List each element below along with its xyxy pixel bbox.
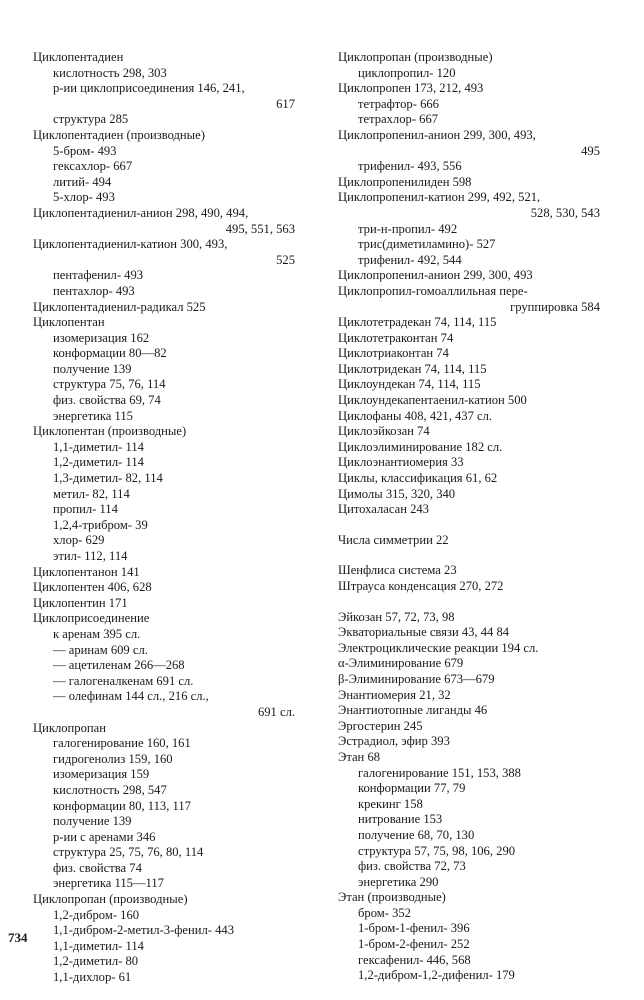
- index-entry: Энантиотопные лиганды 46: [338, 703, 488, 718]
- index-subentry: — ацетиленам 266—268: [53, 658, 185, 673]
- index-entry: Циклопентадиенил-анион 298, 490, 494,: [33, 205, 249, 220]
- index-entry: Циклоприсоединение: [33, 611, 150, 626]
- index-subentry: галогенирование 160, 161: [53, 736, 191, 751]
- index-entry: Циклопропан (производные): [33, 892, 188, 907]
- index-subentry: — олефинам 144 сл., 216 сл.,: [53, 689, 209, 704]
- index-entry: Циклоундекан 74, 114, 115: [338, 377, 481, 392]
- index-entry: Эргостерин 245: [338, 718, 423, 733]
- index-subentry: хлор- 629: [53, 533, 105, 548]
- index-entry: α-Элиминирование 679: [338, 656, 464, 671]
- index-entry: Циклопропан: [33, 720, 106, 735]
- index-subentry: физ. свойства 74: [53, 860, 142, 875]
- index-subentry: кислотность 298, 303: [53, 65, 167, 80]
- index-subentry: — галогеналкенам 691 сл.: [53, 673, 194, 688]
- index-subentry: 1,2-диметил- 80: [53, 954, 139, 969]
- index-entry: Циклоэнантиомерия 33: [338, 455, 464, 470]
- index-subentry: структура 57, 75, 98, 106, 290: [358, 843, 516, 858]
- index-subentry: гидрогенолиз 159, 160: [53, 751, 173, 766]
- index-entry: Эйкозан 57, 72, 73, 98: [338, 609, 455, 624]
- index-entry: Штрауса конденсация 270, 272: [338, 579, 504, 593]
- index-entry: Циклопентен 406, 628: [33, 580, 152, 595]
- section-gap: [338, 518, 600, 533]
- index-subentry: конформации 80, 113, 117: [53, 798, 191, 813]
- index-subentry: пропил- 114: [53, 502, 118, 517]
- index-subentry: изомеризация 159: [53, 767, 150, 782]
- index-subentry: р-ии циклоприсоединения 146, 241,: [53, 81, 245, 96]
- index-subentry: литий- 494: [53, 174, 112, 189]
- index-entry: β-Элиминирование 673—679: [338, 671, 495, 686]
- index-subentry: структура 75, 76, 114: [53, 377, 166, 392]
- index-entry: Циклы, классификация 61, 62: [338, 471, 498, 486]
- index-entry: Числа симметрии 22: [338, 532, 449, 547]
- index-entry: Циклопропенилиден 598: [338, 174, 472, 189]
- index-entry: Циклопропил-гомоаллильная пере-: [338, 283, 528, 298]
- index-entry: Циклофаны 408, 421, 437 сл.: [338, 408, 493, 423]
- index-subentry: пентафенил- 493: [53, 268, 144, 283]
- index-subentry: нитрование 153: [358, 812, 443, 827]
- index-subentry: 1,1-дибром-2-метил-3-фенил- 443: [53, 923, 235, 938]
- index-entry-continuation: 528, 530, 543: [530, 205, 600, 220]
- index-subentry: 1,2-дибром- 160: [53, 907, 140, 922]
- index-entry: Экваториальные связи 43, 44 84: [338, 625, 510, 640]
- index-subentry: гексафенил- 446, 568: [358, 952, 471, 967]
- index-entry: Цимолы 315, 320, 340: [338, 486, 456, 501]
- index-entry: Циклоундекапентаенил-катион 500: [338, 393, 527, 408]
- index-entry: Циклотриаконтан 74: [338, 346, 449, 361]
- index-subentry: р-ии с аренами 346: [53, 829, 156, 844]
- index-entry: Циклопентадиенил-катион 300, 493,: [33, 237, 228, 252]
- index-subentry: тетрахлор- 667: [358, 112, 439, 127]
- index-subentry: получение 139: [53, 361, 132, 376]
- index-subentry: 1-бром-1-фенил- 396: [358, 921, 470, 936]
- index-entry-continuation: 495: [581, 143, 600, 158]
- index-subentry: физ. свойства 69, 74: [53, 393, 161, 408]
- index-subentry: трифенил- 492, 544: [358, 252, 462, 267]
- index-subentry: этил- 112, 114: [53, 549, 128, 563]
- index-subentry: изомеризация 162: [53, 330, 150, 345]
- index-entry-continuation: 691 сл.: [257, 704, 295, 719]
- index-subentry: структура 25, 75, 76, 80, 114: [53, 845, 204, 860]
- index-entry: Циклопентадиен: [33, 50, 124, 64]
- index-subentry: 1,1-дихлор- 61: [53, 970, 132, 985]
- index-subentry: 1,2-дибром-1,2-дифенил- 179: [358, 968, 515, 983]
- index-entry-continuation: 617: [276, 96, 295, 111]
- index-entry: Циклопентин 171: [33, 595, 128, 610]
- index-subentry: физ. свойства 72, 73: [358, 859, 466, 874]
- index-entry: Циклопропан (производные): [338, 50, 493, 64]
- index-entry: Этан 68: [338, 749, 381, 764]
- index-entry-continuation: 525: [276, 252, 295, 267]
- index-subentry: энергетика 115: [53, 408, 133, 423]
- index-entry: Энантиомерия 21, 32: [338, 687, 451, 702]
- index-subentry: 5-бром- 493: [53, 143, 117, 158]
- index-entry: Циклоэйкозан 74: [338, 424, 430, 439]
- index-entry: Циклопентанон 141: [33, 564, 140, 579]
- index-subentry: трифенил- 493, 556: [358, 159, 462, 174]
- index-subentry: к аренам 395 сл.: [53, 626, 141, 641]
- index-subentry: трис(диметиламино)- 527: [358, 237, 496, 252]
- index-entry: Этан (производные): [338, 890, 446, 905]
- index-entry: Электроциклические реакции 194 сл.: [338, 640, 539, 655]
- index-subentry: получение 139: [53, 814, 132, 829]
- index-entry: Циклоэлиминирование 182 сл.: [338, 439, 503, 454]
- index-subentry: крекинг 158: [358, 796, 423, 811]
- section-gap: [338, 595, 600, 610]
- index-entry: Циклопентадиен (производные): [33, 127, 205, 142]
- index-subentry: конформации 77, 79: [358, 781, 466, 796]
- index-subentry: 1,3-диметил- 82, 114: [53, 471, 163, 486]
- index-subentry: три-н-пропил- 492: [358, 221, 458, 236]
- page-number: 734: [8, 930, 28, 945]
- index-subentry: 1-бром-2-фенил- 252: [358, 937, 470, 952]
- index-subentry: 1,2,4-трибром- 39: [53, 517, 148, 532]
- index-subentry: бром- 352: [358, 905, 411, 920]
- index-subentry: 1,1-диметил- 114: [53, 439, 144, 454]
- index-entry: Циклотетрадекан 74, 114, 115: [338, 315, 497, 330]
- index-entry: Циклопропен 173, 212, 493: [338, 81, 484, 96]
- index-entry: Циклопентан: [33, 315, 105, 330]
- index-entry-continuation: группировка 584: [510, 299, 600, 314]
- index-entry: Шенфлиса система 23: [338, 563, 457, 578]
- index-entry: Циклопропенил-анион 299, 300, 493,: [338, 127, 536, 142]
- index-subentry: энергетика 115—117: [53, 876, 164, 891]
- index-column-right: [338, 50, 600, 984]
- index-entry: Цитохаласан 243: [338, 502, 429, 517]
- index-entry: Эстрадиол, эфир 393: [338, 734, 450, 749]
- index-entry: Циклотридекан 74, 114, 115: [338, 361, 487, 376]
- index-subentry: 1,1-диметил- 114: [53, 938, 144, 953]
- index-column-left: [33, 50, 295, 986]
- index-subentry: тетрафтор- 666: [358, 96, 439, 111]
- index-entry: Циклопентадиенил-радикал 525: [33, 299, 206, 314]
- index-subentry: энергетика 290: [358, 874, 439, 889]
- index-entry: Циклопропенил-анион 299, 300, 493: [338, 268, 533, 283]
- index-subentry: пентахлор- 493: [53, 283, 135, 298]
- index-subentry: гексахлор- 667: [53, 159, 133, 174]
- index-entry-continuation: 495, 551, 563: [225, 221, 295, 236]
- index-subentry: кислотность 298, 547: [53, 782, 167, 797]
- index-subentry: структура 285: [53, 112, 129, 127]
- index-subentry: циклопропил- 120: [358, 65, 456, 80]
- index-subentry: метил- 82, 114: [53, 486, 130, 501]
- index-entry: Циклопропенил-катион 299, 492, 521,: [338, 190, 541, 205]
- index-subentry: галогенирование 151, 153, 388: [358, 765, 521, 780]
- index-entry: Циклотетраконтан 74: [338, 330, 454, 345]
- index-subentry: 5-хлор- 493: [53, 190, 115, 205]
- index-subentry: конформации 80—82: [53, 346, 167, 361]
- index-subentry: получение 68, 70, 130: [358, 827, 475, 842]
- index-entry: Циклопентан (производные): [33, 424, 187, 439]
- index-subentry: — аринам 609 сл.: [53, 642, 148, 657]
- section-gap: [338, 548, 600, 563]
- index-subentry: 1,2-диметил- 114: [53, 455, 144, 470]
